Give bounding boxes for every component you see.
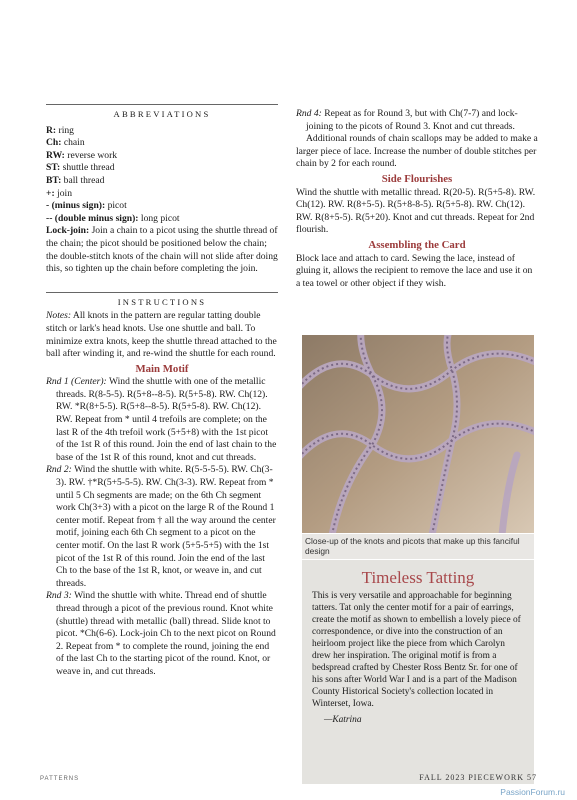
abbr-item: Lock-join: Join a chain to a picot using the shuttle thread of the chain; the picot should be positioned below the chain; the double-stitch knots of the chain will not slide after doing this, so tighten up the chain before completing the join. [46,225,278,275]
lace-photo-graphic [302,335,534,533]
abbr-item: Ch: chain [46,137,85,149]
timeless-tatting-sidebar [302,560,534,784]
abbreviations-list [46,125,278,276]
assembling-text: Block lace and attach to card. Sewing the lace, instead of gluing it, allows the recipient to remove the lace and use it on a tea towel or other object if they wish. [296,252,533,289]
abbr-item: BT: ball thread [46,174,105,186]
right-column [296,108,538,290]
main-motif-heading: Main Motif [135,362,189,375]
abbreviations-heading: ABBREVIATIONS [46,104,278,121]
sidebar-signature: —Katrina [324,715,362,725]
watermark: PassionForum.ru [500,787,565,797]
sidebar-title: Timeless Tatting [361,568,475,587]
footer-section-label: PATTERNS [40,776,80,782]
lace-closeup-photo [302,335,534,533]
round-2: Rnd 2: Wind the shuttle with white. R(5-5-5-5). RW. Ch(3-3). RW. †*R(5+5-5-5). RW. Ch(3-3). RW. Repeat from * until 5 Ch segments are made; on the 6th Ch segment work Ch(3+3) with a picot on the large R of the Round 1 center motif. Repeat from † all the way around the center motif, joining each 6th Ch segment to a picot on the center motif. On the last R work (5+5-5+5) with the 1st picot of the 1st R of this round. Join the end of the last Ch to the base of the 1st R, knot, or weave in, and cut threads. [46,464,276,589]
abbr-item: R: ring [46,124,74,136]
side-flourishes-heading: Side Flourishes [381,172,453,185]
instructions-heading: INSTRUCTIONS [46,292,278,309]
footer-folio: FALL 2023 PIECEWORK 57 [419,773,537,782]
abbr-item: RW: reverse work [46,149,118,161]
sidebar-text: This is very versatile and approachable for beginning tatters. Tat only the center motif for a pair of earrings, create the motif as shown to embellish a lovely piece of correspondence, or dive into the construction of an heirloom project like the piece from which Carolyn drew her inspiration. The original motif is from a bedspread crafted by Chester Ross Bentz Sr. for one of his sons after World War I and is a part of the Madison County Historical Society's collection located in Winterset, Iowa. [312,591,521,709]
assembling-heading: Assembling the Card [368,238,466,251]
abbr-item: +: join [46,187,72,199]
round-4: Rnd 4: Repeat as for Round 3, but with Ch(7-7) and lock-joining to the picots of Round 3. Knot and cut threads. [296,108,518,132]
abbr-item: -- (double minus sign): long picot [46,212,180,224]
notes-paragraph: Notes: All knots in the pattern are regular tatting double stitch or lark's head knots. Use one shuttle and ball. To minimize extra knots, keep the shuttle thread attached to the ball after winding it, and re-wind the shuttle for each round. [46,310,277,360]
abbr-item: - (minus sign): picot [46,200,127,212]
photo-caption: Close-up of the knots and picots that make up this fanciful design [302,534,534,559]
additional-rounds: Additional rounds of chain scallops may be added to make a larger piece of lace. Increase the number of double stitches per chain by 2 for each round. [296,133,538,170]
round-1: Rnd 1 (Center): Wind the shuttle with one of the metallic threads. R(8-5-5). R(5+8--8-5). R(5+5-8). RW. Ch(12). RW. *R(8+5-5). R(5+8--8-5). R(5+5-8). RW. Ch(12). RW. Repeat from * until 4 trefoils are complete; on the last R of the 4th trefoil work (5+5+8) with the 1st picot of the 1st R of this round. Join the end of last chain to the base of the 1st R of this round, knot and cut threads. [46,376,277,463]
round-3: Rnd 3: Wind the shuttle with white. Thread end of shuttle thread through a picot of the previous round. Knot white (shuttle) thread with metallic (ball) thread. Slide knot to picot. *Ch(6-6). Lock-join Ch to the next picot on Round 2. Repeat from * to complete the round, joining the end of the last Ch to the starting picot of the round. Knot, or weave in, and cut threads. [46,590,276,677]
left-column [46,104,278,679]
side-flourishes-text: Wind the shuttle with metallic thread. R(20-5). R(5+5-8). RW. Ch(12). RW. R(8+5-5). R(5+8-8-5). R(5+5-8). RW. Ch(12). RW. R(8+5-5). R(5+20). Knot and cut threads. Repeat for 2nd flourish. [296,186,536,236]
abbr-item: ST: shuttle thread [46,162,115,174]
